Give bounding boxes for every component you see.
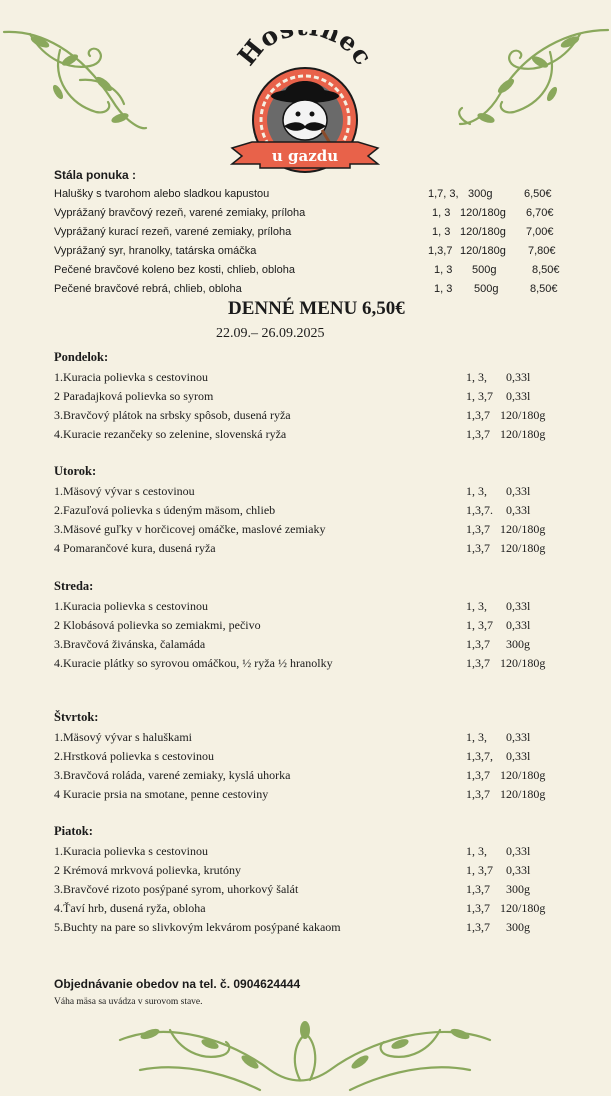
permanent-item-allergens: 1,3,7 [428, 245, 453, 257]
menu-item-name: 3.Mäsové guľky v horčicovej omáčke, maslové zemiaky [54, 522, 326, 536]
menu-item-allergens: 1,3,7 [466, 541, 490, 555]
menu-item-name: 1.Mäsový vývar s haluškami [54, 730, 192, 744]
menu-item-weight: 0,33l [506, 389, 531, 403]
permanent-item-price: 7,00€ [526, 226, 554, 238]
menu-item-allergens: 1, 3, [466, 484, 487, 498]
menu-item [0, 599, 611, 617]
menu-item [0, 730, 611, 748]
menu-item-name: 1.Kuracia polievka s cestovinou [54, 599, 208, 613]
menu-item [0, 787, 611, 805]
menu-item-allergens: 1,3,7 [466, 427, 490, 441]
permanent-offer-title: Stála ponuka : [54, 168, 137, 182]
menu-item-name: 2.Hrstková polievka s cestovinou [54, 749, 214, 763]
menu-item-allergens: 1,3,7 [466, 768, 490, 782]
permanent-item-name: Vyprážaný kurací rezeň, varené zemiaky, príloha [54, 226, 292, 238]
menu-item [0, 408, 611, 426]
menu-item-allergens: 1, 3, [466, 599, 487, 613]
menu-item-name: 5.Buchty na pare so slivkovým lekvárom posýpané kakaom [54, 920, 341, 934]
menu-item-name: 3.Bravčový plátok na srbsky spôsob, dusená ryža [54, 408, 291, 422]
menu-item-weight: 120/180g [500, 541, 546, 555]
menu-item-weight: 120/180g [500, 901, 546, 915]
permanent-item-weight: 300g [468, 188, 493, 200]
menu-item-allergens: 1,3,7 [466, 637, 490, 651]
menu-item-name: 4.Ťaví hrb, dusená ryža, obloha [54, 901, 206, 915]
menu-item-name: 2 Krémová mrkvová polievka, krutóny [54, 863, 241, 877]
permanent-item-price: 8,50€ [532, 264, 560, 276]
menu-item-weight: 300g [506, 920, 530, 934]
menu-item-allergens: 1,3,7 [466, 408, 490, 422]
menu-item-weight: 0,33l [506, 599, 531, 613]
menu-item-name: 4.Kuracie plátky so syrovou omáčkou, ½ ryža ½ hranolky [54, 656, 333, 670]
menu-item-allergens: 1, 3,7 [466, 389, 493, 403]
menu-item-allergens: 1, 3, [466, 844, 487, 858]
permanent-item-price: 8,50€ [530, 283, 558, 295]
menu-item-weight: 0,33l [506, 484, 531, 498]
menu-item-name: 1.Kuracia polievka s cestovinou [54, 370, 208, 384]
menu-item-allergens: 1, 3, [466, 730, 487, 744]
permanent-offer-item [0, 207, 611, 225]
weight-note: Váha mäsa sa uvádza v surovom stave. [54, 997, 203, 1007]
svg-text:Hostinec [232, 30, 378, 71]
menu-item [0, 768, 611, 786]
menu-item-weight: 300g [506, 637, 530, 651]
permanent-item-price: 6,50€ [524, 188, 552, 200]
menu-item-allergens: 1, 3,7 [466, 618, 493, 632]
menu-item-allergens: 1,3,7 [466, 522, 490, 536]
menu-item-allergens: 1,3,7 [466, 920, 490, 934]
permanent-item-name: Halušky s tvarohom alebo sladkou kapustou [54, 188, 270, 200]
permanent-offer-item [0, 264, 611, 282]
order-phone-line: Objednávanie obedov na tel. č. 0904624444 [54, 977, 301, 991]
menu-item [0, 656, 611, 674]
day-title: Štvrtok: [54, 710, 99, 724]
menu-item-weight: 0,33l [506, 863, 531, 877]
restaurant-logo [222, 30, 388, 180]
permanent-item-weight: 500g [472, 264, 497, 276]
menu-item-name: 1.Mäsový vývar s cestovinou [54, 484, 195, 498]
menu-item-weight: 0,33l [506, 749, 531, 763]
menu-item [0, 389, 611, 407]
day-title: Streda: [54, 579, 94, 593]
menu-item-weight: 120/180g [500, 522, 546, 536]
menu-item [0, 920, 611, 938]
menu-item-weight: 300g [506, 882, 530, 896]
menu-item-name: 3.Bravčová živánska, čalamáda [54, 637, 206, 651]
menu-item [0, 427, 611, 445]
menu-item-name: 3.Bravčové rizoto posýpané syrom, uhorkový šalát [54, 882, 299, 896]
menu-item-weight: 0,33l [506, 844, 531, 858]
logo-top-text: Ho nec [232, 30, 379, 71]
vine-ornament-top-right [430, 20, 611, 150]
menu-item-allergens: 1,3,7 [466, 787, 490, 801]
menu-item-weight: 120/180g [500, 656, 546, 670]
day-title: Pondelok: [54, 350, 109, 364]
permanent-item-name: Pečené bravčové koleno bez kosti, chlieb, obloha [54, 264, 295, 276]
menu-item-weight: 120/180g [500, 768, 546, 782]
menu-item-weight: 0,33l [506, 370, 531, 384]
vine-ornament-bottom [110, 1000, 500, 1096]
menu-item [0, 522, 611, 540]
daily-menu-title: DENNÉ MENU 6,50€ [228, 298, 405, 319]
permanent-item-price: 7,80€ [528, 245, 556, 257]
permanent-offer-item [0, 188, 611, 206]
permanent-item-allergens: 1, 3 [432, 226, 451, 238]
permanent-item-allergens: 1, 3 [432, 207, 451, 219]
menu-item-name: 2 Paradajková polievka so syrom [54, 389, 214, 403]
menu-item [0, 637, 611, 655]
permanent-offer-item [0, 226, 611, 244]
menu-item [0, 863, 611, 881]
permanent-item-weight: 120/180g [460, 245, 506, 257]
permanent-item-allergens: 1,7, 3, [428, 188, 459, 200]
daily-menu-dates: 22.09.– 26.09.2025 [216, 326, 325, 341]
menu-item [0, 503, 611, 521]
permanent-item-allergens: 1, 3 [434, 283, 453, 295]
menu-item [0, 618, 611, 636]
day-title: Piatok: [54, 824, 93, 838]
vine-ornament-top-left [0, 20, 150, 150]
menu-item [0, 370, 611, 388]
permanent-item-weight: 500g [474, 283, 499, 295]
permanent-item-allergens: 1, 3 [434, 264, 453, 276]
permanent-item-name: Vyprážaný syr, hranolky, tatárska omáčka [54, 245, 257, 257]
menu-item-weight: 0,33l [506, 618, 531, 632]
menu-item-name: 2 Klobásová polievka so zemiakmi, pečivo [54, 618, 261, 632]
permanent-item-weight: 120/180g [460, 226, 506, 238]
menu-item-weight: 0,33l [506, 503, 531, 517]
menu-item-weight: 120/180g [500, 427, 546, 441]
permanent-item-weight: 120/180g [460, 207, 506, 219]
menu-item-name: 4 Kuracie prsia na smotane, penne cestoviny [54, 787, 269, 801]
menu-item [0, 901, 611, 919]
menu-item-allergens: 1,3,7. [466, 503, 493, 517]
logo-banner-text: u gazdu [271, 147, 339, 165]
menu-item [0, 541, 611, 559]
menu-item-allergens: 1, 3,7 [466, 863, 493, 877]
menu-item-name: 1.Kuracia polievka s cestovinou [54, 844, 208, 858]
permanent-item-price: 6,70€ [526, 207, 554, 219]
menu-item-name: 3.Bravčová roláda, varené zemiaky, kyslá uhorka [54, 768, 291, 782]
menu-item-name: 4.Kuracie rezančeky so zelenine, slovenská ryža [54, 427, 287, 441]
permanent-item-name: Pečené bravčové rebrá, chlieb, obloha [54, 283, 242, 295]
menu-item [0, 844, 611, 862]
menu-item-allergens: 1,3,7 [466, 882, 490, 896]
permanent-item-name: Vyprážaný bravčový rezeň, varené zemiaky, príloha [54, 207, 306, 219]
menu-item-weight: 120/180g [500, 787, 546, 801]
menu-item [0, 882, 611, 900]
day-title: Utorok: [54, 464, 97, 478]
menu-item [0, 749, 611, 767]
menu-item-name: 4 Pomarančové kura, dusená ryža [54, 541, 216, 555]
menu-item-allergens: 1, 3, [466, 370, 487, 384]
menu-item-allergens: 1,3,7 [466, 656, 490, 670]
permanent-offer-item [0, 245, 611, 263]
menu-item-allergens: 1,3,7, [466, 749, 493, 763]
menu-item-allergens: 1,3,7 [466, 901, 490, 915]
menu-item-weight: 0,33l [506, 730, 531, 744]
menu-item-name: 2.Fazuľová polievka s údeným mäsom, chlieb [54, 503, 276, 517]
menu-item-weight: 120/180g [500, 408, 546, 422]
menu-item [0, 484, 611, 502]
